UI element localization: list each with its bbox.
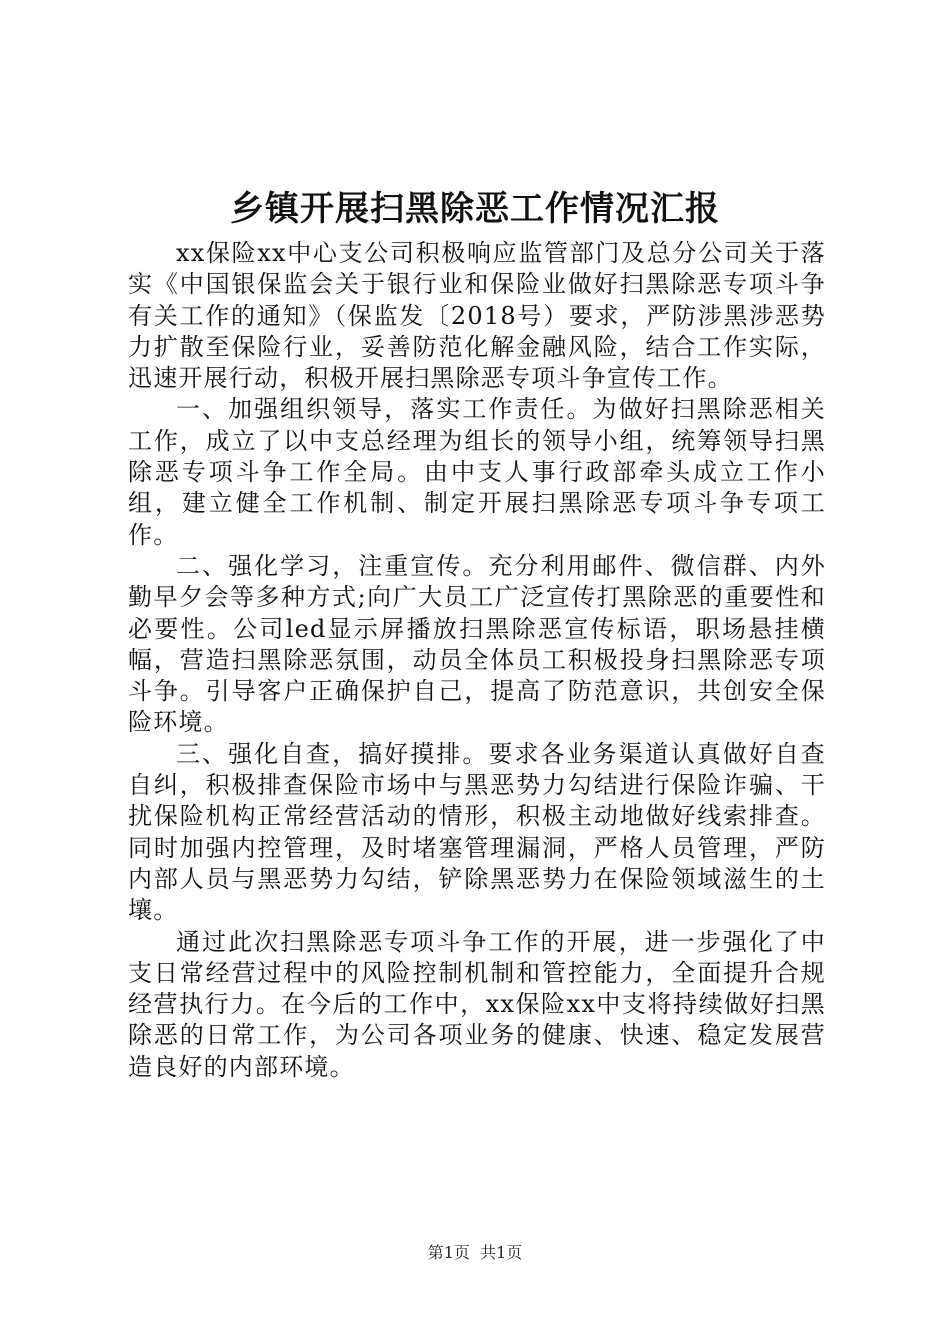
page-footer [0, 1242, 950, 1264]
paragraph-section-3: 三、强化自查，搞好摸排。要求各业务渠道认真做好自查自纠，积极排查保险市场中与黑恶势力勾结进行保险诈骗、干扰保险机构正常经营活动的情形，积极主动地做好线索排查。同时加强内控管理，及时堵塞管理漏洞，严格人员管理，严防内部人员与黑恶势力勾结，铲除黑恶势力在保险领域滋生的土壤。 [128, 739, 826, 925]
page-total: 共1页 [480, 1243, 523, 1262]
document-title: 乡镇开展扫黑除恶工作情况汇报 [230, 189, 720, 229]
paragraph-section-1: 一、加强组织领导，落实工作责任。为做好扫黑除恶相关工作，成立了以中支总经理为组长的领导小组，统筹领导扫黑除恶专项斗争工作全局。由中支人事行政部牵头成立工作小组，建立健全工作机制、制定开展扫黑除恶专项斗争专项工作。 [128, 395, 826, 549]
paragraph-section-2: 二、强化学习，注重宣传。充分利用邮件、微信群、内外勤早夕会等多种方式;向广大员工广泛宣传打黑除恶的重要性和必要性。公司led显示屏播放扫黑除恶宣传标语，职场悬挂横幅，营造扫黑除恶氛围，动员全体员工积极投身扫黑除恶专项斗争。引导客户正确保护自己，提高了防范意识，共创安全保险环境。 [128, 551, 826, 737]
document-body [128, 238, 826, 1083]
page-number: 第1页 [427, 1243, 470, 1262]
paragraph-intro: xx保险xx中心支公司积极响应监管部门及总分公司关于落实《中国银保监会关于银行业和保险业做好扫黑除恶专项斗争有关工作的通知》（保监发〔2018号）要求，严防涉黑涉恶势力扩散至保险行业，妥善防范化解金融风险，结合工作实际，迅速开展行动，积极开展扫黑除恶专项斗争宣传工作。 [128, 239, 826, 393]
paragraph-conclusion: 通过此次扫黑除恶专项斗争工作的开展，进一步强化了中支日常经营过程中的风险控制机制和管控能力，全面提升合规经营执行力。在今后的工作中，xx保险xx中支将持续做好扫黑除恶的日常工作，为公司各项业务的健康、快速、稳定发展营造良好的内部环境。 [128, 927, 826, 1081]
